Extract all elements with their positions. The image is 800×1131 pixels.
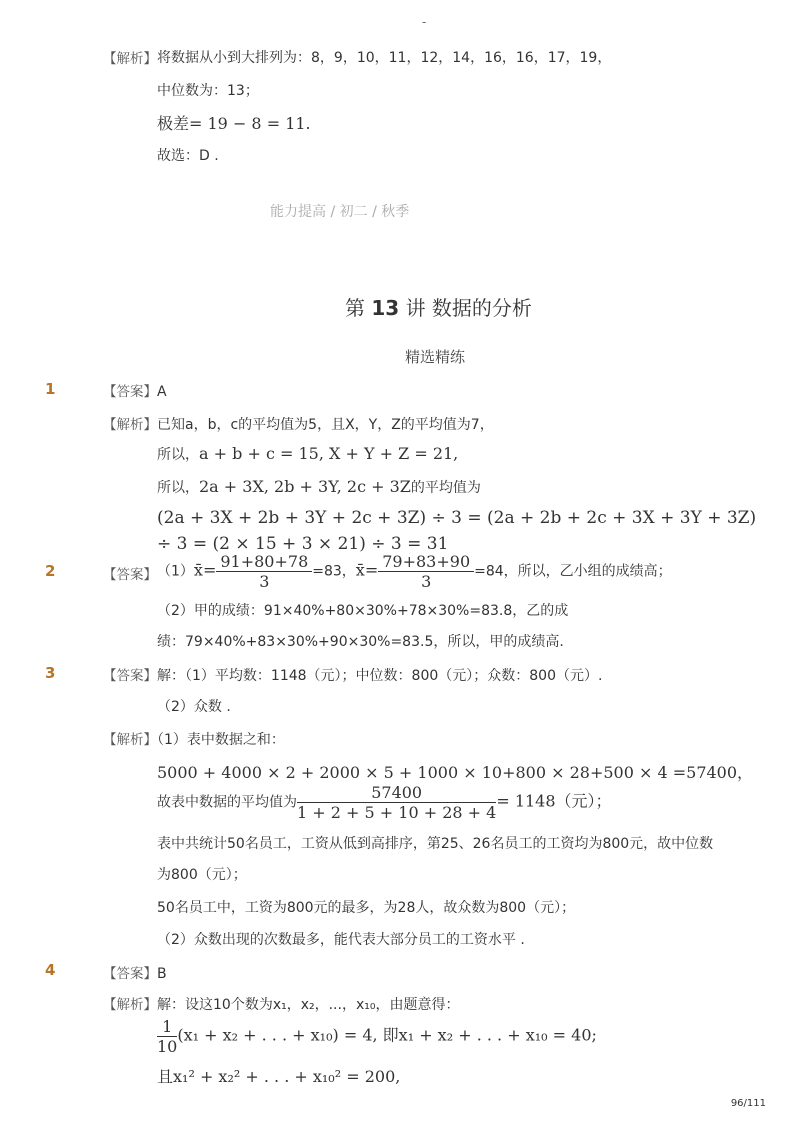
denominator: 3 bbox=[259, 572, 270, 591]
page-number: 96/111 bbox=[730, 1098, 766, 1109]
analysis-text: 解：设这10个数为x₁，x₂，...，x₁₀，由题意得： bbox=[157, 997, 460, 1013]
analysis-text: 已知a，b，c的平均值为5，且X，Y，Z的平均值为7， bbox=[157, 417, 494, 433]
header-dash: - bbox=[422, 15, 427, 29]
math-expression: (2a + 3X + 2b + 3Y + 2c + 3Z) ÷ 3 = (2a + 2b + 2c + 3X + 3Y + 3Z) bbox=[157, 508, 757, 528]
analysis-line bbox=[157, 783, 612, 822]
fraction bbox=[157, 1017, 177, 1056]
section-heading: 精选精练 bbox=[405, 348, 466, 366]
question-number: 2 bbox=[45, 562, 56, 580]
math-expression: 5000 + 4000 × 2 + 2000 × 5 + 1000 × 10+800 × 28+500 × 4 =57400， bbox=[157, 763, 754, 782]
answer-value: B bbox=[157, 966, 167, 982]
denominator: 1 + 2 + 5 + 10 + 28 + 4 bbox=[297, 803, 497, 822]
answer-tag: 【答案】 bbox=[103, 384, 157, 400]
math-expression: (x₁ + x₂ + . . . + x₁₀) = 4, 即x₁ + x₂ + . . . + x₁₀ = 40; bbox=[177, 1025, 597, 1045]
analysis-line bbox=[103, 728, 285, 749]
denominator: 10 bbox=[157, 1037, 178, 1056]
answer-value: A bbox=[157, 384, 167, 400]
analysis-line: 将数据从小到大排列为：8，9，10，11，12，14，16，16，17，19， bbox=[157, 50, 612, 66]
answer-tag: 【答案】 bbox=[103, 668, 157, 684]
analysis-line bbox=[157, 444, 458, 464]
fraction bbox=[297, 783, 496, 822]
math-expression: 且x₁² + x₂² + . . . + x₁₀² = 200, bbox=[157, 1067, 401, 1086]
title-number: 13 bbox=[371, 296, 400, 320]
math-expression: ÷ 3 = (2 × 15 + 3 × 21) ÷ 3 = 31 bbox=[157, 534, 449, 554]
analysis-text: （1）表中数据之和： bbox=[157, 732, 285, 748]
answer-text: =84，所以，乙小组的成绩高； bbox=[474, 563, 672, 580]
answer-text: =83， bbox=[312, 563, 356, 580]
numerator: 57400 bbox=[297, 783, 496, 803]
math-expression: a + b + c = 15, X + Y + Z = 21, bbox=[199, 444, 459, 463]
answer-tag: 【答案】 bbox=[103, 966, 157, 982]
analysis-line bbox=[103, 993, 459, 1014]
answer-line bbox=[103, 962, 167, 982]
denominator: 3 bbox=[421, 572, 432, 591]
analysis-tag: 【解析】 bbox=[103, 997, 157, 1013]
numerator: 91+80+78 bbox=[216, 552, 312, 572]
fraction bbox=[216, 552, 312, 591]
analysis-line bbox=[103, 413, 494, 434]
title-prefix: 第 bbox=[345, 296, 365, 320]
analysis-line: 故选：D . bbox=[157, 148, 219, 164]
math-expression: 2a + 3X, 2b + 3Y, 2c + 3Z bbox=[199, 477, 411, 496]
analysis-line: 表中共统计50名员工，工资从低到高排序，第25、26名员工的工资均为800元，故中位数 bbox=[157, 836, 714, 852]
answer-line bbox=[103, 664, 602, 685]
answer-text: （1） bbox=[157, 563, 194, 580]
analysis-tag: 【解析】 bbox=[103, 417, 157, 433]
analysis-line: 50名员工中，工资为800元的最多，为28人，故众数为800（元）； bbox=[157, 900, 576, 916]
answer-tag: 【答案】 bbox=[103, 567, 157, 583]
question-number: 4 bbox=[45, 961, 56, 979]
fraction bbox=[378, 552, 474, 591]
mean-symbol: x̄= bbox=[193, 560, 217, 580]
mean-symbol: x̄= bbox=[355, 560, 379, 580]
analysis-line: 为800（元）； bbox=[157, 867, 247, 883]
question-number: 3 bbox=[45, 664, 56, 682]
answer-line: 绩：79×40%+83×30%+90×30%=83.5，所以，甲的成绩高. bbox=[157, 634, 564, 650]
numerator: 1 bbox=[157, 1017, 177, 1037]
numerator: 79+83+90 bbox=[378, 552, 474, 572]
answer-line: （2）甲的成绩：91×40%+80×30%+78×30%=83.8，乙的成 bbox=[157, 603, 569, 619]
analysis-text: 所以， bbox=[157, 447, 199, 463]
answer-line bbox=[103, 380, 167, 400]
analysis-line bbox=[157, 1017, 597, 1056]
analysis-text: 故表中数据的平均值为 bbox=[157, 794, 297, 811]
answer-text: 解：（1）平均数：1148（元）；中位数：800（元）；众数：800（元）. bbox=[157, 668, 603, 684]
analysis-line: （2）众数出现的次数最多，能代表大部分员工的工资水平 . bbox=[157, 932, 525, 948]
analysis-tag: 【解析】 bbox=[103, 732, 157, 748]
analysis-tag: 【解析】 bbox=[103, 51, 157, 67]
analysis-line: 中位数为：13； bbox=[157, 83, 259, 99]
answer-line: （2）众数 . bbox=[157, 699, 231, 715]
analysis-text: 的平均值为 bbox=[410, 480, 481, 496]
analysis-line: 极差= 19 − 8 = 11. bbox=[157, 114, 311, 133]
breadcrumb: 能力提高 / 初二 / 秋季 bbox=[270, 204, 410, 220]
analysis-text: = 1148（元）； bbox=[496, 791, 612, 811]
analysis-text: 所以， bbox=[157, 480, 199, 496]
analysis-line bbox=[157, 477, 481, 497]
title-suffix: 讲 数据的分析 bbox=[405, 296, 532, 320]
page-title bbox=[345, 292, 532, 321]
answer-line bbox=[157, 552, 672, 591]
question-number: 1 bbox=[45, 380, 56, 398]
